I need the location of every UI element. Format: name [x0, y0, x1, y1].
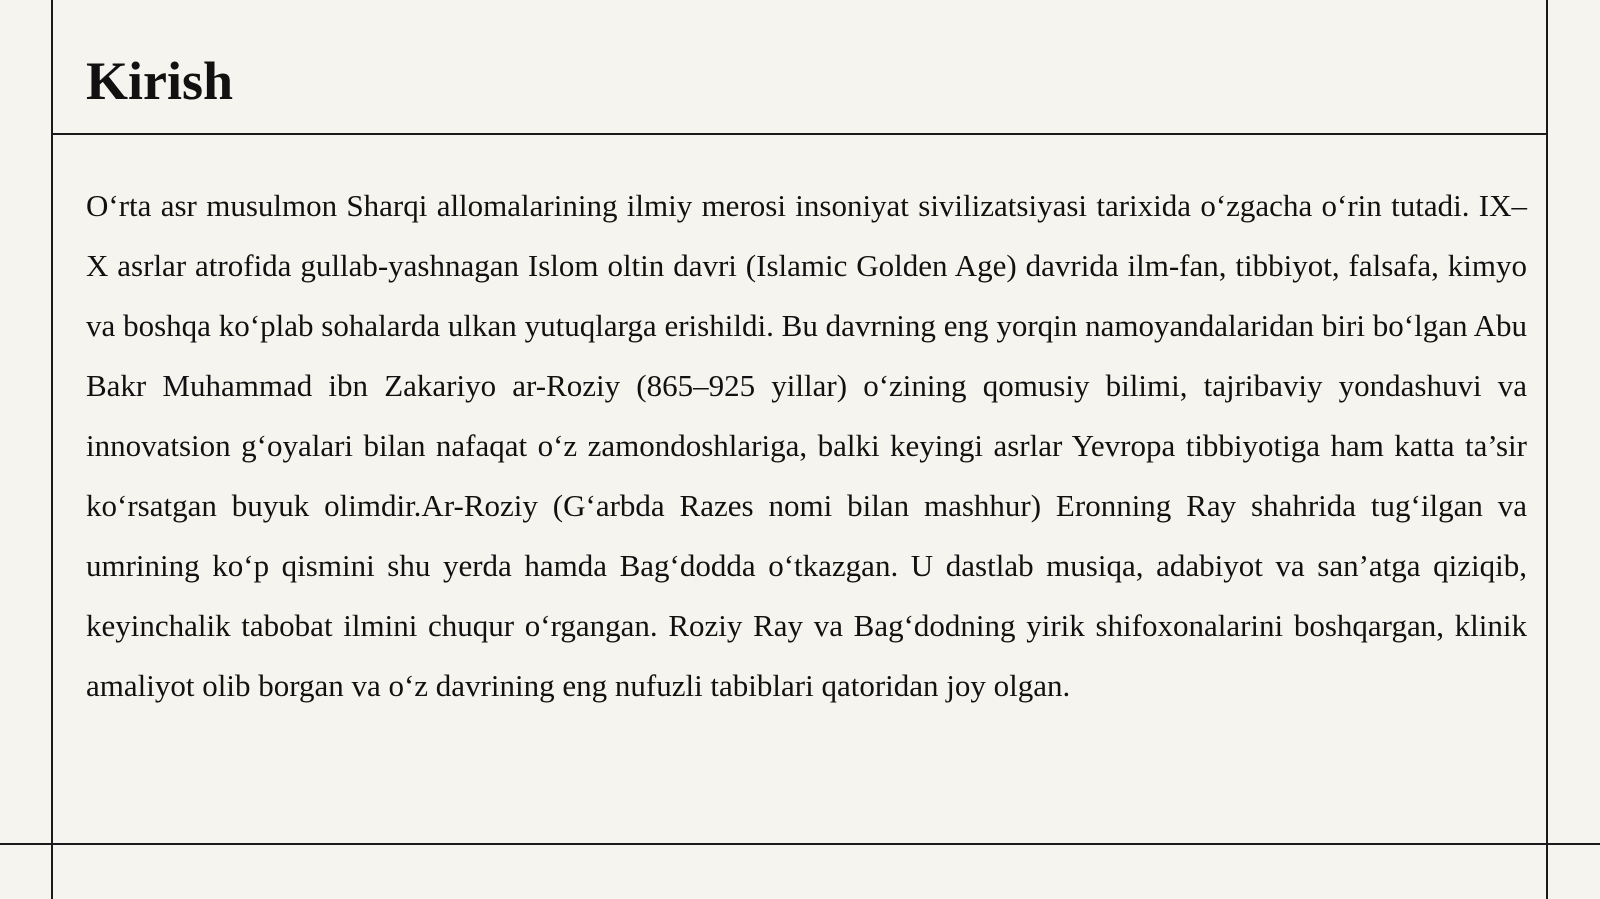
slide-title: Kirish	[86, 51, 234, 111]
bottom-divider	[0, 843, 1600, 845]
title-divider	[51, 133, 1548, 135]
body-paragraph: O‘rta asr musulmon Sharqi allomalarining ilmiy merosi insoniyat sivilizatsiyasi tarixida o‘zgacha o‘rin tutadi. IX–X asrlar atrofida gullab-yashnagan Islom oltin davri (Islamic Golden Age) davrida ilm-fan, tibbiyot, falsafa, kimyo va boshqa ko‘plab sohalarda ulkan yutuqlarga erishildi. Bu davrning eng yorqin namoyandalaridan biri bo‘lgan Abu Bakr Muhammad ibn Zakariyo ar-Roziy (865–925 yillar) o‘zining qomusiy bilimi, tajribaviy yondashuvi va innovatsion g‘oyalari bilan nafaqat o‘z zamondoshlariga, balki keyingi asrlar Yevropa tibbiyotiga ham katta ta’sir ko‘rsatgan buyuk olimdir.Ar-Roziy (G‘arbda Razes nomi bilan mashhur) Eronning Ray shahrida tug‘ilgan va umrining ko‘p qismini shu yerda hamda Bag‘dodda o‘tkazgan. U dastlab musiqa, adabiyot va san’atga qiziqib, keyinchalik tabobat ilmini chuqur o‘rgangan. Roziy Ray va Bag‘dodning yirik shifoxonalarini boshqargan, klinik amaliyot olib borgan va o‘z davrining eng nufuzli tabiblari qatoridan joy olgan.	[86, 188, 1527, 703]
